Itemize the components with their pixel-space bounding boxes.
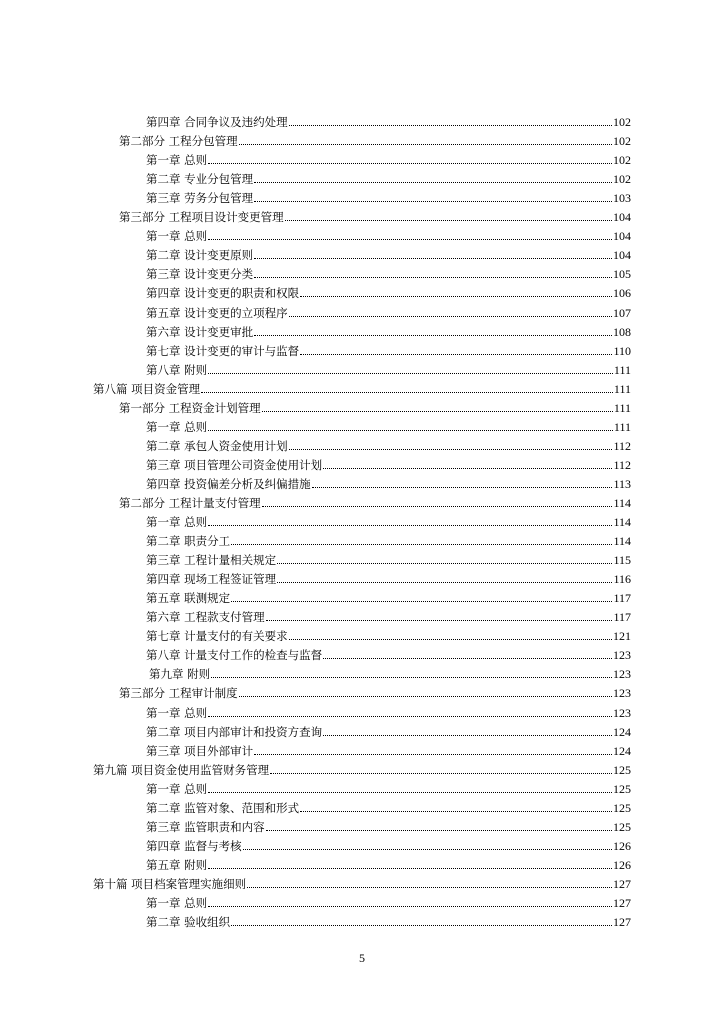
- toc-entry-page: 102: [613, 134, 631, 149]
- toc-entry-title: 第一章 总则: [146, 229, 208, 244]
- toc-entry-page: 111: [613, 400, 631, 415]
- toc-entry: [146, 720, 631, 739]
- toc-dot-leader: [211, 677, 612, 678]
- toc-entry-page: 123: [613, 648, 631, 663]
- toc-entry-title: 第四章 合同争议及违约处理: [146, 115, 288, 130]
- toc-dot-leader: [266, 830, 612, 831]
- toc-entry-page: 126: [613, 838, 631, 853]
- toc-entry-page: 124: [613, 724, 631, 739]
- toc-entry: [93, 872, 631, 891]
- toc-dot-leader: [231, 925, 612, 926]
- toc-dot-leader: [266, 620, 613, 621]
- toc-entry-title: 第三章 工程计量相关规定: [146, 553, 277, 568]
- toc-entry-page: 111: [613, 419, 631, 434]
- toc-entry-page: 103: [613, 191, 631, 206]
- toc-entry: [146, 472, 631, 491]
- toc-entry: [146, 910, 631, 929]
- toc-entry-page: 104: [613, 248, 631, 263]
- toc-entry-page: 127: [613, 915, 631, 930]
- toc-entry-title: 第六章 工程款支付管理: [146, 610, 265, 625]
- toc-entry-title: 第六章 设计变更审批: [146, 324, 254, 339]
- toc-entry: [146, 300, 631, 319]
- toc-dot-leader: [208, 792, 612, 793]
- toc-dot-leader: [208, 163, 612, 164]
- toc-entry-page: 107: [613, 305, 631, 320]
- toc-entry-page: 123: [613, 686, 631, 701]
- toc-entry-page: 114: [613, 495, 631, 510]
- toc-dot-leader: [323, 735, 612, 736]
- toc-entry: [146, 186, 631, 205]
- toc-entry: [146, 453, 631, 472]
- toc-dot-leader: [300, 354, 612, 355]
- toc-dot-leader: [312, 487, 613, 488]
- toc-entry: [146, 739, 631, 758]
- toc-dot-leader: [247, 887, 612, 888]
- toc-entry: [146, 567, 631, 586]
- table-of-contents: [0, 110, 724, 929]
- toc-entry-page: 127: [613, 876, 631, 891]
- toc-entry: [146, 434, 631, 453]
- toc-entry: [93, 758, 631, 777]
- toc-entry-title: 第二章 专业分包管理: [146, 172, 254, 187]
- toc-entry-title: 第二章 承包人资金使用计划: [146, 438, 288, 453]
- toc-entry-page: 112: [613, 457, 631, 472]
- toc-dot-leader: [300, 811, 612, 812]
- toc-entry: [146, 281, 631, 300]
- toc-entry-page: 111: [613, 381, 631, 396]
- toc-entry: [146, 243, 631, 262]
- toc-entry-page: 102: [613, 115, 631, 130]
- toc-dot-leader: [277, 582, 612, 583]
- toc-dot-leader: [254, 754, 612, 755]
- toc-entry-page: 121: [613, 629, 631, 644]
- toc-dot-leader: [254, 182, 612, 183]
- toc-entry-title: 第二章 设计变更原则: [146, 248, 254, 263]
- toc-entry: [146, 853, 631, 872]
- toc-entry: [146, 262, 631, 281]
- toc-entry: [93, 377, 631, 396]
- toc-entry-title: 第三章 监管职责和内容: [146, 819, 265, 834]
- toc-entry-page: 102: [613, 172, 631, 187]
- toc-entry-page: 108: [613, 324, 631, 339]
- toc-entry: [146, 777, 631, 796]
- toc-entry-page: 123: [613, 667, 631, 682]
- toc-entry-page: 117: [613, 591, 631, 606]
- toc-dot-leader: [289, 316, 612, 317]
- toc-dot-leader: [289, 639, 612, 640]
- toc-dot-leader: [270, 773, 612, 774]
- toc-entry-title: 第一章 总则: [146, 781, 208, 796]
- toc-entry-title: 第二部分 工程分包管理: [119, 134, 238, 149]
- toc-entry: [146, 510, 631, 529]
- toc-dot-leader: [300, 296, 612, 297]
- toc-dot-leader: [254, 335, 612, 336]
- toc-entry-title: 第四章 监督与考核: [146, 838, 242, 853]
- toc-entry: [146, 891, 631, 910]
- toc-entry-page: 115: [613, 553, 631, 568]
- toc-entry-title: 第九章 附则: [149, 667, 211, 682]
- toc-entry: [146, 624, 631, 643]
- toc-dot-leader: [262, 411, 613, 412]
- toc-entry-title: 第二章 项目内部审计和投资方查询: [146, 724, 323, 739]
- toc-entry: [146, 224, 631, 243]
- toc-entry-title: 第十篇 项目档案管理实施细则: [93, 876, 247, 891]
- toc-entry: [146, 110, 631, 129]
- toc-dot-leader: [289, 449, 613, 450]
- toc-dot-leader: [208, 430, 613, 431]
- toc-dot-leader: [277, 563, 612, 564]
- toc-entry-page: 104: [613, 210, 631, 225]
- toc-entry-title: 第七章 计量支付的有关要求: [146, 629, 288, 644]
- toc-entry-title: 第一章 总则: [146, 153, 208, 168]
- toc-dot-leader: [208, 373, 613, 374]
- toc-entry-title: 第三章 项目外部审计: [146, 743, 254, 758]
- toc-entry-page: 125: [613, 781, 631, 796]
- toc-entry-page: 111: [613, 362, 631, 377]
- toc-entry-title: 第一章 总则: [146, 515, 208, 530]
- toc-entry-title: 第三部分 工程项目设计变更管理: [119, 210, 284, 225]
- toc-entry: [146, 358, 631, 377]
- toc-entry-page: 125: [613, 762, 631, 777]
- toc-entry-title: 第四章 投资偏差分析及纠偏措施: [146, 476, 311, 491]
- toc-entry: [146, 529, 631, 548]
- toc-entry: [146, 320, 631, 339]
- toc-entry-title: 第八篇 项目资金管理: [93, 381, 201, 396]
- toc-entry-page: 106: [613, 286, 631, 301]
- toc-entry: [146, 796, 631, 815]
- toc-entry-title: 第一章 总则: [146, 419, 208, 434]
- toc-entry-page: 124: [613, 743, 631, 758]
- toc-entry-title: 第八章 计量支付工作的检查与监督: [146, 648, 323, 663]
- toc-entry: [119, 129, 631, 148]
- toc-entry-title: 第二章 监管对象、范围和形式: [146, 800, 300, 815]
- toc-dot-leader: [208, 868, 612, 869]
- toc-entry-page: 126: [613, 857, 631, 872]
- toc-entry-title: 第一章 总则: [146, 705, 208, 720]
- toc-entry-page: 102: [613, 153, 631, 168]
- toc-dot-leader: [262, 506, 613, 507]
- toc-dot-leader: [254, 258, 612, 259]
- toc-entry-title: 第五章 附则: [146, 857, 208, 872]
- toc-dot-leader: [208, 716, 612, 717]
- toc-entry: [146, 415, 631, 434]
- toc-entry-page: 125: [613, 819, 631, 834]
- toc-dot-leader: [285, 220, 612, 221]
- toc-entry-page: 123: [613, 705, 631, 720]
- toc-entry-title: 第二章 职责分工: [146, 534, 231, 549]
- toc-entry-page: 113: [613, 476, 631, 491]
- toc-entry-title: 第四章 现场工程签证管理: [146, 572, 277, 587]
- toc-entry: [119, 681, 631, 700]
- toc-entry: [149, 662, 631, 681]
- toc-dot-leader: [208, 906, 612, 907]
- toc-dot-leader: [243, 849, 612, 850]
- toc-entry: [119, 205, 631, 224]
- toc-entry: [146, 700, 631, 719]
- toc-entry: [146, 586, 631, 605]
- toc-dot-leader: [254, 277, 612, 278]
- toc-dot-leader: [231, 544, 612, 545]
- toc-dot-leader: [208, 525, 612, 526]
- toc-dot-leader: [323, 658, 612, 659]
- toc-entry-title: 第四章 设计变更的职责和权限: [146, 286, 300, 301]
- toc-entry-title: 第三部分 工程审计制度: [119, 686, 238, 701]
- toc-entry-title: 第二章 验收组织: [146, 915, 231, 930]
- toc-entry-title: 第一部分 工程资金计划管理: [119, 400, 261, 415]
- toc-entry-page: 104: [613, 229, 631, 244]
- toc-entry: [146, 643, 631, 662]
- toc-entry-title: 第七章 设计变更的审计与监督: [146, 343, 300, 358]
- toc-entry-title: 第一章 总则: [146, 895, 208, 910]
- toc-entry-page: 112: [613, 438, 631, 453]
- toc-entry-title: 第五章 联测规定: [146, 591, 231, 606]
- toc-dot-leader: [289, 125, 612, 126]
- toc-dot-leader: [239, 144, 612, 145]
- toc-entry-page: 117: [613, 610, 631, 625]
- toc-entry: [146, 548, 631, 567]
- toc-entry-page: 127: [613, 895, 631, 910]
- toc-dot-leader: [201, 392, 613, 393]
- toc-entry-page: 125: [613, 800, 631, 815]
- toc-entry-page: 105: [613, 267, 631, 282]
- toc-dot-leader: [254, 201, 612, 202]
- toc-entry: [146, 148, 631, 167]
- toc-entry-title: 第三章 项目管理公司资金使用计划: [146, 457, 323, 472]
- toc-entry: [146, 339, 631, 358]
- toc-entry-page: 116: [613, 572, 631, 587]
- toc-entry-title: 第三章 设计变更分类: [146, 267, 254, 282]
- toc-entry-title: 第八章 附则: [146, 362, 208, 377]
- toc-dot-leader: [323, 468, 612, 469]
- toc-entry: [119, 396, 631, 415]
- toc-entry-page: 110: [613, 343, 631, 358]
- toc-entry-title: 第三章 劳务分包管理: [146, 191, 254, 206]
- toc-entry-page: 114: [613, 515, 631, 530]
- toc-entry-title: 第五章 设计变更的立项程序: [146, 305, 288, 320]
- toc-entry: [146, 605, 631, 624]
- toc-entry: [146, 167, 631, 186]
- toc-entry-page: 114: [613, 534, 631, 549]
- toc-entry-title: 第二部分 工程计量支付管理: [119, 495, 261, 510]
- toc-entry: [119, 491, 631, 510]
- toc-dot-leader: [231, 601, 612, 602]
- toc-entry-title: 第九篇 项目资金使用监管财务管理: [93, 762, 270, 777]
- page-number: 5: [359, 951, 365, 965]
- toc-entry: [146, 834, 631, 853]
- toc-dot-leader: [208, 239, 612, 240]
- toc-entry: [146, 815, 631, 834]
- toc-dot-leader: [239, 696, 612, 697]
